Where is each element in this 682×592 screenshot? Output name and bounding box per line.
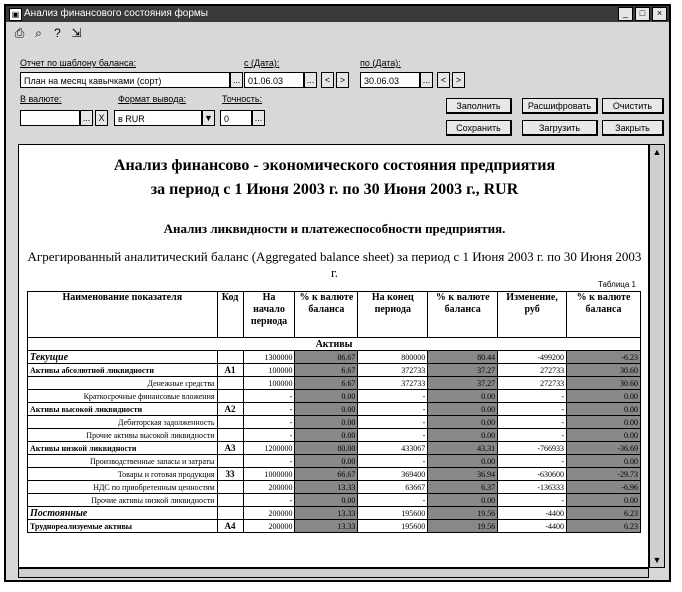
precision-select-button[interactable]: ... [252, 110, 265, 126]
cell-chg: - [498, 403, 567, 416]
cell-pct2: 0.00 [428, 494, 498, 507]
title-bar [6, 6, 669, 22]
currency-label: В валюте: [20, 94, 62, 104]
cell-pct1: 66.67 [295, 468, 358, 481]
report-title-line2: за период с 1 Июня 2003 г. по 30 Июня 2003 г., RUR [150, 181, 519, 198]
cell-end: - [358, 390, 428, 403]
cell-pct3: 6.23 [567, 520, 641, 533]
date-from-prev-button[interactable]: < [321, 72, 334, 88]
cell-end: - [358, 403, 428, 416]
cell-pct3: 30.60 [567, 377, 641, 390]
table-caption: Агрегированный аналитический баланс (Aggregated balance sheet) за период с 1 Июня 2003 г. по 30 Июня 2003 г. [27, 249, 642, 280]
cell-pct3: -36.69 [567, 442, 641, 455]
minimize-button[interactable]: _ [618, 7, 633, 21]
expand-button[interactable]: Расшифровать [522, 98, 598, 114]
scroll-down-icon[interactable]: ▼ [652, 555, 662, 565]
app-icon: ▣ [9, 8, 22, 21]
cell-chg: 272733 [498, 377, 567, 390]
cell-start: 200000 [243, 481, 295, 494]
date-to-prev-button[interactable]: < [437, 72, 450, 88]
load-button[interactable]: Загрузить [522, 120, 598, 136]
table-row [28, 520, 641, 533]
cell-end: 369400 [358, 468, 428, 481]
cell-code [217, 351, 243, 364]
cell-start: - [243, 390, 295, 403]
table-row [28, 429, 641, 442]
cell-pct1: 6.67 [295, 364, 358, 377]
cell-chg: 272733 [498, 364, 567, 377]
cell-name: Активы абсолютной ликвидности [28, 364, 218, 377]
cell-chg: - [498, 455, 567, 468]
balance-table [27, 291, 641, 533]
header-pct-start: % к валюте баланса [295, 292, 358, 338]
toolbar [12, 26, 84, 41]
table-row [28, 481, 641, 494]
cell-pct2: 6.37 [428, 481, 498, 494]
cell-end: 433067 [358, 442, 428, 455]
cell-name: Денежные средства [28, 377, 218, 390]
cell-name: Производственные запасы и затраты [28, 455, 218, 468]
cell-chg: -766933 [498, 442, 567, 455]
clear-button[interactable]: Очистить [602, 98, 664, 114]
cell-end: 195600 [358, 507, 428, 520]
scroll-up-icon[interactable]: ▲ [652, 147, 662, 157]
date-from-field[interactable]: 01.06.03 [244, 72, 304, 88]
cell-code [217, 481, 243, 494]
precision-field[interactable]: 0 [220, 110, 252, 126]
table-row [28, 416, 641, 429]
cell-name: Труднореализуемые активы [28, 520, 218, 533]
report-title-line1: Анализ финансово - экономического состояния предприятия [113, 157, 556, 174]
cell-chg: -630600 [498, 468, 567, 481]
table-row [28, 377, 641, 390]
cell-chg: -136333 [498, 481, 567, 494]
cell-code: 33 [217, 468, 243, 481]
cell-pct1: 13.33 [295, 507, 358, 520]
cell-code [217, 377, 243, 390]
cell-pct3: 0.00 [567, 390, 641, 403]
cell-name: Прочие активы высокой ликвидности [28, 429, 218, 442]
cell-pct2: 37.27 [428, 364, 498, 377]
header-end: На конец периода [358, 292, 428, 338]
cell-name: Дебиторская задолженность [28, 416, 218, 429]
window-title: Анализ финансового состояния формы [24, 8, 208, 19]
table-row [28, 507, 641, 520]
cell-pct2: 36.94 [428, 468, 498, 481]
close-window-button[interactable]: × [652, 7, 667, 21]
cell-pct1: 0.00 [295, 390, 358, 403]
save-button[interactable]: Сохранить [446, 120, 512, 136]
cell-pct3: -29.73 [567, 468, 641, 481]
cell-pct1: 0.00 [295, 403, 358, 416]
cell-pct1: 0.00 [295, 429, 358, 442]
cell-pct1: 86.67 [295, 351, 358, 364]
cell-end: 63667 [358, 481, 428, 494]
cell-pct2: 0.00 [428, 455, 498, 468]
print-icon[interactable]: ⎙ [14, 26, 25, 40]
cell-end: - [358, 416, 428, 429]
cell-pct2: 37.27 [428, 377, 498, 390]
cell-pct1: 0.00 [295, 416, 358, 429]
cell-start: 200000 [243, 520, 295, 533]
cell-pct3: 0.00 [567, 416, 641, 429]
cell-start: 1200000 [243, 442, 295, 455]
cell-end: 800000 [358, 351, 428, 364]
cell-name: НДС по приобретенным ценностям [28, 481, 218, 494]
cell-pct3: 30.60 [567, 364, 641, 377]
cell-pct1: 13.33 [295, 481, 358, 494]
cell-pct1: 80.00 [295, 442, 358, 455]
cell-code [217, 390, 243, 403]
cell-name: Краткосрочные финансовые вложения [28, 390, 218, 403]
cell-end: 372733 [358, 364, 428, 377]
main-window [4, 4, 671, 582]
cell-end: - [358, 455, 428, 468]
cell-end: 372733 [358, 377, 428, 390]
cell-pct3: -6.96 [567, 481, 641, 494]
header-pct-end: % к валюте баланса [428, 292, 498, 338]
cell-pct3: 0.00 [567, 403, 641, 416]
output-format-select[interactable]: в RUR [114, 110, 202, 126]
cell-pct3: 0.00 [567, 429, 641, 442]
cell-pct3: 0.00 [567, 455, 641, 468]
section-title: Анализ ликвидности и платежеспособности предприятия. [163, 221, 506, 236]
header-name: Наименование показателя [28, 292, 218, 338]
cell-name: Активы низкой ликвидности [28, 442, 218, 455]
date-from-calendar-button[interactable]: ... [304, 72, 317, 88]
cell-pct2: 43.31 [428, 442, 498, 455]
cell-code: A1 [217, 364, 243, 377]
cell-chg: - [498, 429, 567, 442]
cell-code: A4 [217, 520, 243, 533]
cell-code [217, 416, 243, 429]
close-button[interactable]: Закрыть [602, 120, 664, 136]
cell-name: Текущие [28, 351, 218, 364]
print-preview-icon[interactable]: ⌕ [35, 26, 42, 40]
cell-code [217, 429, 243, 442]
header-code: Код [217, 292, 243, 338]
report-viewer[interactable] [18, 144, 649, 568]
cell-end: - [358, 494, 428, 507]
cell-code [217, 507, 243, 520]
table-row [28, 364, 641, 377]
cell-start: 200000 [243, 507, 295, 520]
table-row [28, 468, 641, 481]
cell-pct2: 0.00 [428, 390, 498, 403]
cell-name: Товары и готовая продукция [28, 468, 218, 481]
export-icon[interactable]: ⇲ [71, 26, 82, 40]
cell-pct2: 19.56 [428, 520, 498, 533]
cell-start: 100000 [243, 377, 295, 390]
cell-chg: - [498, 390, 567, 403]
cell-name: Активы высокой ликвидности [28, 403, 218, 416]
header-start: На начало периода [243, 292, 295, 338]
cell-start: - [243, 416, 295, 429]
header-pct-change: % к валюте баланса [567, 292, 641, 338]
report-template-select-button[interactable]: ... [230, 72, 243, 88]
cell-pct2: 0.00 [428, 416, 498, 429]
cell-start: - [243, 403, 295, 416]
report-template-field[interactable]: План на месяц кавычками (сорт) [20, 72, 230, 88]
table-row [28, 455, 641, 468]
currency-field[interactable] [20, 110, 80, 126]
cell-pct3: -6.23 [567, 351, 641, 364]
cell-end: 195600 [358, 520, 428, 533]
chevron-down-icon[interactable]: ▼ [202, 110, 215, 126]
cell-pct3: 0.00 [567, 494, 641, 507]
precision-label: Точность: [222, 94, 263, 104]
cell-chg: -4400 [498, 520, 567, 533]
fill-button[interactable]: Заполнить [446, 98, 512, 114]
horizontal-scrollbar[interactable] [18, 568, 649, 578]
cell-pct2: 0.00 [428, 429, 498, 442]
cell-name: Прочие активы низкой ликвидности [28, 494, 218, 507]
cell-pct1: 13.33 [295, 520, 358, 533]
currency-clear-button[interactable]: X [95, 110, 108, 126]
date-to-field[interactable]: 30.06.03 [360, 72, 420, 88]
cell-start: - [243, 429, 295, 442]
cell-code: A3 [217, 442, 243, 455]
table-row [28, 442, 641, 455]
cell-code [217, 455, 243, 468]
cell-start: - [243, 494, 295, 507]
cell-end: - [358, 429, 428, 442]
cell-start: 1300000 [243, 351, 295, 364]
date-from-label: с (Дата): [244, 58, 280, 68]
cell-chg: -499200 [498, 351, 567, 364]
table-note: Таблица 1 [597, 280, 636, 289]
cell-start: 100000 [243, 364, 295, 377]
cell-pct2: 80.44 [428, 351, 498, 364]
vertical-scrollbar[interactable] [649, 144, 665, 568]
date-to-calendar-button[interactable]: ... [420, 72, 433, 88]
help-icon[interactable]: ? [54, 26, 61, 40]
date-to-label: по (Дата): [360, 58, 401, 68]
cell-name: Постоянные [28, 507, 218, 520]
band-assets: Активы [28, 338, 641, 351]
cell-pct1: 0.00 [295, 455, 358, 468]
cell-pct3: 6.23 [567, 507, 641, 520]
cell-chg: - [498, 416, 567, 429]
cell-code [217, 494, 243, 507]
report-template-label: Отчет по шаблону баланса: [20, 58, 137, 68]
output-format-label: Формат вывода: [118, 94, 186, 104]
currency-select-button[interactable]: ... [80, 110, 93, 126]
cell-pct2: 19.56 [428, 507, 498, 520]
date-from-next-button[interactable]: > [336, 72, 349, 88]
maximize-button[interactable]: □ [635, 7, 650, 21]
table-row [28, 494, 641, 507]
table-row [28, 390, 641, 403]
cell-pct1: 0.00 [295, 494, 358, 507]
table-row [28, 351, 641, 364]
cell-code: A2 [217, 403, 243, 416]
cell-start: 1000000 [243, 468, 295, 481]
cell-chg: - [498, 494, 567, 507]
cell-start: - [243, 455, 295, 468]
header-change: Изменение, руб [498, 292, 567, 338]
cell-pct1: 6.67 [295, 377, 358, 390]
table-row [28, 403, 641, 416]
cell-pct2: 0.00 [428, 403, 498, 416]
date-to-next-button[interactable]: > [452, 72, 465, 88]
cell-chg: -4400 [498, 507, 567, 520]
